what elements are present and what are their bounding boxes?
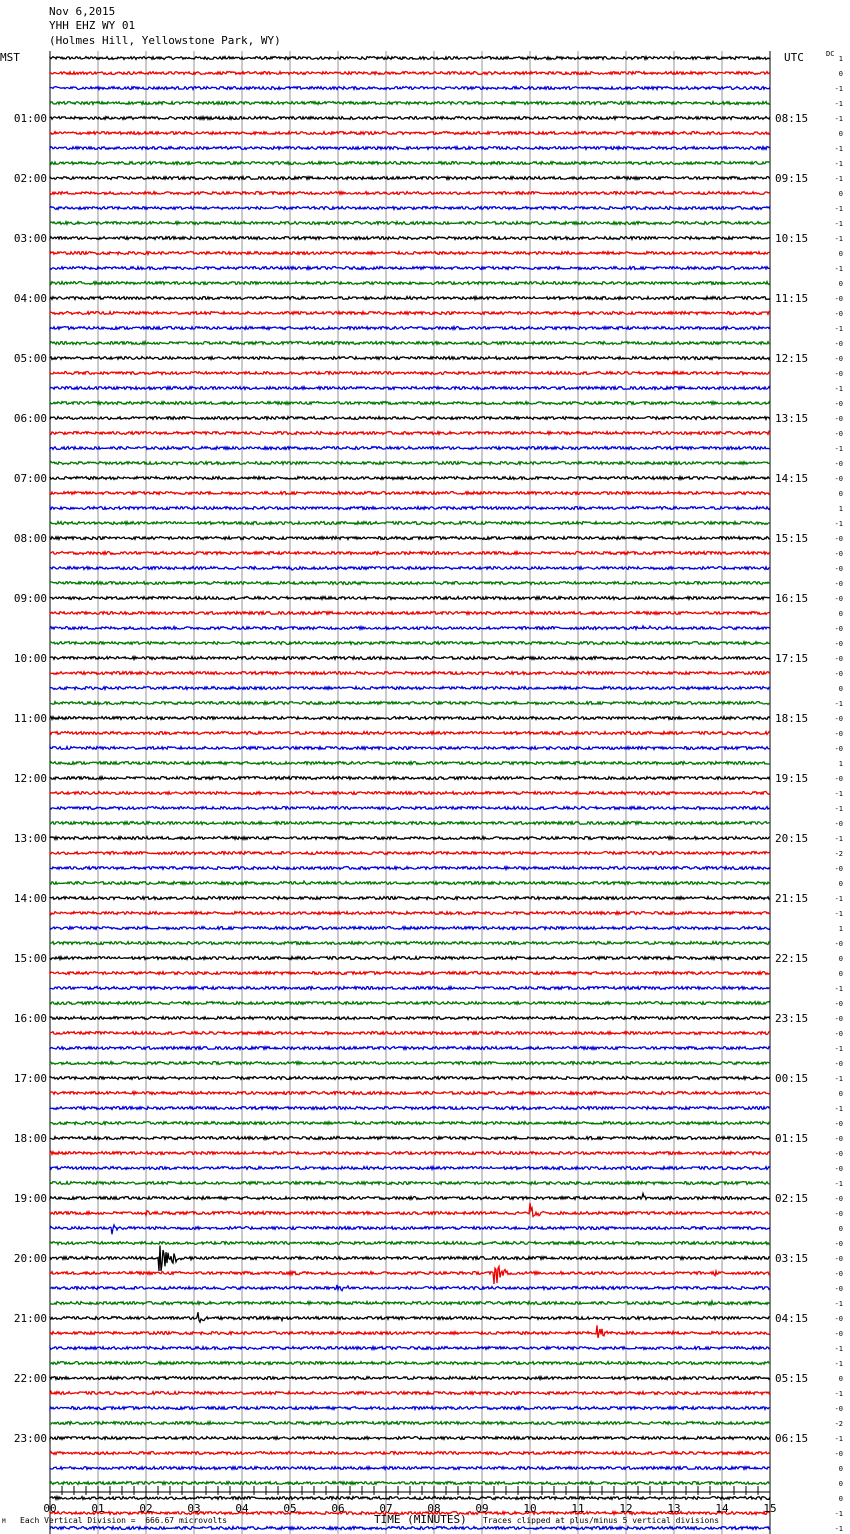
dc-offset-label: -1	[834, 835, 843, 843]
trace-line	[50, 657, 770, 660]
dc-offset-label: -0	[834, 1240, 843, 1248]
x-tick-label: 00	[43, 1502, 57, 1515]
trace-line	[50, 1437, 770, 1440]
trace-line	[50, 972, 770, 975]
trace-line	[50, 1062, 770, 1065]
trace-line	[50, 552, 770, 555]
mst-hour-label: 18:00	[13, 1132, 47, 1145]
x-tick-label: 08	[427, 1502, 441, 1515]
utc-hour-label: 19:15	[775, 772, 809, 785]
mst-hour-label: 04:00	[13, 292, 47, 305]
trace-line	[50, 417, 770, 420]
trace-line	[50, 897, 770, 900]
trace-line	[50, 1092, 770, 1095]
mst-hour-label: 10:00	[13, 652, 47, 665]
trace-line	[50, 732, 770, 735]
utc-hour-label: 00:15	[775, 1072, 809, 1085]
trace-line	[50, 1266, 770, 1284]
plot-date: Nov 6,2015	[49, 5, 116, 18]
dc-offset-label: -0	[834, 295, 843, 303]
trace-line	[50, 132, 770, 135]
dc-offset-label: -1	[834, 235, 843, 243]
dc-offset-label: -0	[834, 940, 843, 948]
dc-offset-label: 0	[838, 955, 843, 963]
trace-line	[50, 1107, 770, 1110]
dc-offset-label: -0	[834, 400, 843, 408]
dc-offset-label: -0	[834, 1150, 843, 1158]
mst-hour-label: 21:00	[13, 1312, 47, 1325]
trace-line	[50, 387, 770, 390]
dc-offset-label: -0	[834, 670, 843, 678]
dc-offset-label: -0	[834, 1405, 843, 1413]
dc-offset-label: 0	[838, 490, 843, 498]
dc-offset-label: -0	[834, 1255, 843, 1263]
dc-offset-label: 0	[838, 1090, 843, 1098]
trace-line	[50, 432, 770, 435]
trace-line	[50, 1242, 770, 1245]
x-tick-label: 15	[763, 1502, 777, 1515]
utc-hour-label: 23:15	[775, 1012, 809, 1025]
x-axis-title: TIME (MINUTES)	[374, 1513, 467, 1526]
mst-hour-label: 12:00	[13, 772, 47, 785]
utc-hour-label: 01:15	[775, 1132, 809, 1145]
x-tick-label: 11	[571, 1502, 585, 1515]
dc-offset-label: -1	[834, 985, 843, 993]
scale-note: Each Vertical Division = 666.67 microvolts	[20, 1516, 228, 1525]
dc-offset-label: -0	[834, 1270, 843, 1278]
trace-line	[50, 87, 770, 90]
utc-hour-label: 11:15	[775, 292, 809, 305]
trace-line	[50, 1077, 770, 1080]
trace-line	[50, 597, 770, 600]
trace-line	[50, 1167, 770, 1170]
trace-line	[50, 672, 770, 675]
utc-hour-label: 09:15	[775, 172, 809, 185]
trace-line	[50, 1325, 770, 1338]
dc-offset-label: -1	[834, 790, 843, 798]
trace-line	[50, 1246, 770, 1272]
trace-line	[50, 837, 770, 840]
trace-line	[50, 162, 770, 165]
dc-offset-label: -0	[834, 1030, 843, 1038]
dc-offset-label: -0	[834, 580, 843, 588]
trace-line	[50, 282, 770, 285]
dc-offset-label: 0	[838, 70, 843, 78]
trace-line	[50, 1392, 770, 1395]
dc-offset-label: -1	[834, 895, 843, 903]
utc-hour-label: 14:15	[775, 472, 809, 485]
x-tick-label: 03	[187, 1502, 201, 1515]
utc-axis-label: UTC	[784, 51, 804, 64]
trace-line	[50, 177, 770, 180]
trace-line	[50, 372, 770, 375]
station-location: (Holmes Hill, Yellowstone Park, WY)	[49, 34, 281, 47]
dc-offset-label: -1	[834, 1345, 843, 1353]
trace-line	[50, 957, 770, 960]
mst-hour-label: 13:00	[13, 832, 47, 845]
mst-hour-label: 14:00	[13, 892, 47, 905]
dc-offset-label: -0	[834, 460, 843, 468]
trace-line	[50, 1122, 770, 1125]
dc-offset-label: 0	[838, 685, 843, 693]
x-tick-label: 10	[523, 1502, 537, 1515]
x-tick-label: 14	[715, 1502, 729, 1515]
dc-offset-label: -1	[834, 115, 843, 123]
trace-line	[50, 1301, 770, 1305]
utc-hour-label: 21:15	[775, 892, 809, 905]
dc-offset-label: -1	[834, 220, 843, 228]
trace-group	[50, 57, 770, 1534]
dc-offset-label: -1	[834, 805, 843, 813]
mst-hour-label: 05:00	[13, 352, 47, 365]
trace-line	[50, 237, 770, 240]
trace-line	[50, 327, 770, 330]
utc-hour-label: 16:15	[775, 592, 809, 605]
mst-hour-label: 22:00	[13, 1372, 47, 1385]
x-tick-label: 13	[667, 1502, 681, 1515]
trace-line	[50, 147, 770, 150]
trace-line	[50, 1194, 770, 1200]
dc-offset-label: -0	[834, 370, 843, 378]
dc-offset-label: -0	[834, 1450, 843, 1458]
trace-line	[50, 207, 770, 210]
trace-line	[50, 252, 770, 255]
dc-offset-label: -0	[834, 340, 843, 348]
dc-offset-label: -0	[834, 595, 843, 603]
dc-offset-label: -0	[834, 640, 843, 648]
trace-line	[50, 912, 770, 915]
utc-hour-label: 17:15	[775, 652, 809, 665]
dc-offset-label: -1	[834, 1390, 843, 1398]
trace-line	[50, 1497, 770, 1500]
dc-offset-label: 1	[838, 760, 843, 768]
trace-line	[50, 792, 770, 795]
utc-hour-label: 13:15	[775, 412, 809, 425]
trace-line	[50, 582, 770, 585]
trace-line	[50, 117, 770, 120]
trace-line	[50, 522, 770, 525]
trace-line	[50, 402, 770, 405]
trace-line	[50, 822, 770, 825]
dc-offset-label: -0	[834, 820, 843, 828]
trace-line	[50, 1137, 770, 1140]
trace-line	[50, 567, 770, 571]
dc-offset-label: -1	[834, 1510, 843, 1518]
dc-offset-label: 0	[838, 970, 843, 978]
dc-offset-label: -0	[834, 550, 843, 558]
dc-offset-label: -1	[834, 1105, 843, 1113]
dc-offset-label: -0	[834, 625, 843, 633]
dc-offset-label: -1	[834, 445, 843, 453]
mst-hour-label: 19:00	[13, 1192, 47, 1205]
mst-hour-label: 20:00	[13, 1252, 47, 1265]
dc-offset-label: -1	[834, 1045, 843, 1053]
dc-offset-label: 1	[838, 55, 843, 63]
utc-hour-label: 08:15	[775, 112, 809, 125]
dc-offset-label: -0	[834, 1060, 843, 1068]
trace-line	[50, 357, 770, 360]
trace-line	[50, 462, 770, 465]
utc-hour-label: 12:15	[775, 352, 809, 365]
dc-offset-label: -0	[834, 535, 843, 543]
trace-line	[50, 1377, 770, 1380]
dc-offset-label: 0	[838, 1225, 843, 1233]
dc-offset-label: -0	[834, 1165, 843, 1173]
trace-line	[50, 57, 770, 60]
trace-line	[50, 777, 770, 780]
mst-hour-label: 15:00	[13, 952, 47, 965]
dc-offset-label: -0	[834, 1015, 843, 1023]
dc-offset-label: -0	[834, 430, 843, 438]
dc-offset-label: -1	[834, 145, 843, 153]
trace-line	[50, 1182, 770, 1185]
dc-offset-label: -1	[834, 1300, 843, 1308]
mst-hour-label: 02:00	[13, 172, 47, 185]
dc-offset-label: -0	[834, 565, 843, 573]
trace-line	[50, 1407, 770, 1410]
mst-hour-label: 11:00	[13, 712, 47, 725]
mst-hour-label: 03:00	[13, 232, 47, 245]
x-tick-label: 07	[379, 1502, 393, 1515]
station-code: YHH EHZ WY 01	[49, 19, 136, 32]
trace-line	[50, 1285, 770, 1291]
dc-offset-label: -0	[834, 1330, 843, 1338]
trace-line	[50, 1152, 770, 1155]
trace-line	[50, 1225, 770, 1234]
x-tick-label: 02	[139, 1502, 153, 1515]
trace-line	[50, 1467, 770, 1470]
dc-offset-label: -0	[834, 775, 843, 783]
dc-offset-label: -0	[834, 745, 843, 753]
trace-line	[50, 987, 770, 990]
dc-offset-label: 0	[838, 1465, 843, 1473]
dc-offset-label: -1	[834, 910, 843, 918]
trace-line	[50, 507, 770, 510]
dc-offset-label: -0	[834, 1195, 843, 1203]
corner-mark: M	[2, 1518, 6, 1525]
clip-note: Traces clipped at plus/minus 5 vertical divisions	[483, 1516, 720, 1525]
trace-line	[50, 1362, 770, 1365]
utc-hour-label: 18:15	[775, 712, 809, 725]
dc-offset-label: -1	[834, 520, 843, 528]
dc-offset-label: 1	[838, 505, 843, 513]
trace-line	[50, 927, 770, 930]
trace-line	[50, 267, 770, 270]
trace-line	[50, 881, 770, 885]
dc-offset-label: -0	[834, 355, 843, 363]
dc-offset-label: -0	[834, 475, 843, 483]
trace-line	[50, 1017, 770, 1020]
trace-line	[50, 447, 770, 450]
utc-hour-label: 04:15	[775, 1312, 809, 1325]
trace-line	[50, 1347, 770, 1350]
dc-offset-label: 0	[838, 1480, 843, 1488]
trace-line	[50, 342, 770, 345]
mst-hour-label: 23:00	[13, 1432, 47, 1445]
dc-offset-label: -1	[834, 265, 843, 273]
trace-line	[50, 626, 770, 630]
utc-hour-label: 02:15	[775, 1192, 809, 1205]
dc-offset-label: -1	[834, 205, 843, 213]
dc-offset-label: 1	[838, 925, 843, 933]
mst-hour-label: 06:00	[13, 412, 47, 425]
dc-offset-label: -0	[834, 1210, 843, 1218]
trace-line	[50, 867, 770, 870]
dc-offset-label: 0	[838, 280, 843, 288]
trace-line	[50, 612, 770, 615]
dc-offset-label: 0	[838, 190, 843, 198]
trace-line	[50, 1203, 770, 1217]
trace-line	[50, 492, 770, 495]
trace-line	[50, 852, 770, 855]
x-tick-label: 06	[331, 1502, 345, 1515]
dc-offset-label: -1	[834, 100, 843, 108]
trace-line	[50, 807, 770, 810]
trace-line	[50, 717, 770, 720]
trace-line	[50, 1527, 770, 1530]
dc-offset-label: -0	[834, 715, 843, 723]
dc-offset-label: -1	[834, 85, 843, 93]
dc-offset-label: 0	[838, 130, 843, 138]
utc-hour-label: 22:15	[775, 952, 809, 965]
x-tick-label: 01	[91, 1502, 105, 1515]
dc-offset-label: -0	[834, 1135, 843, 1143]
utc-hour-label: 10:15	[775, 232, 809, 245]
trace-line	[50, 1002, 770, 1005]
trace-line	[50, 1047, 770, 1050]
dc-offset-label: 0	[838, 1495, 843, 1503]
dc-offset-label: -1	[834, 175, 843, 183]
utc-hour-label: 05:15	[775, 1372, 809, 1385]
dc-offset-label: -1	[834, 1075, 843, 1083]
trace-line	[50, 297, 770, 300]
trace-line	[50, 702, 770, 705]
dc-offset-label: -1	[834, 1180, 843, 1188]
trace-line	[50, 1452, 770, 1455]
dc-column-label: DC	[826, 50, 835, 58]
dc-offset-label: 0	[838, 1375, 843, 1383]
dc-offset-label: -0	[834, 655, 843, 663]
trace-line	[50, 312, 770, 315]
dc-offset-label: -0	[834, 730, 843, 738]
trace-line	[50, 1032, 770, 1035]
dc-offset-label: 0	[838, 610, 843, 618]
x-tick-label: 05	[283, 1502, 297, 1515]
x-tick-label: 09	[475, 1502, 489, 1515]
trace-line	[50, 537, 770, 540]
trace-line	[50, 642, 770, 645]
dc-offset-label: -0	[834, 865, 843, 873]
trace-line	[50, 687, 770, 690]
dc-offset-label: -1	[834, 325, 843, 333]
trace-line	[50, 942, 770, 945]
x-tick-label: 04	[235, 1502, 249, 1515]
dc-offset-label: -0	[834, 1315, 843, 1323]
trace-line	[50, 747, 770, 750]
mst-hour-label: 17:00	[13, 1072, 47, 1085]
dc-offset-label: -0	[834, 415, 843, 423]
trace-line	[50, 192, 770, 195]
dc-offset-label: -0	[834, 1000, 843, 1008]
trace-line	[50, 222, 770, 225]
mst-hour-label: 01:00	[13, 112, 47, 125]
mst-hour-label: 09:00	[13, 592, 47, 605]
dc-offset-label: -1	[834, 1360, 843, 1368]
utc-hour-label: 06:15	[775, 1432, 809, 1445]
dc-offset-label: -2	[834, 850, 843, 858]
mst-axis-label: MST	[0, 51, 20, 64]
dc-offset-label: 0	[838, 250, 843, 258]
trace-line	[50, 1312, 770, 1322]
dc-offset-label: -1	[834, 1435, 843, 1443]
dc-offset-label: -0	[834, 1285, 843, 1293]
trace-line	[50, 1422, 770, 1425]
dc-offset-label: 0	[838, 880, 843, 888]
dc-offset-label: -1	[834, 1525, 843, 1533]
x-tick-label: 12	[619, 1502, 633, 1515]
utc-hour-label: 20:15	[775, 832, 809, 845]
dc-offset-label: -0	[834, 1120, 843, 1128]
trace-line	[50, 102, 770, 105]
mst-hour-label: 08:00	[13, 532, 47, 545]
mst-hour-label: 07:00	[13, 472, 47, 485]
dc-offset-label: -1	[834, 700, 843, 708]
dc-offset-label: -2	[834, 1420, 843, 1428]
trace-line	[50, 1482, 770, 1485]
dc-offset-label: -1	[834, 385, 843, 393]
utc-hour-label: 03:15	[775, 1252, 809, 1265]
mst-hour-label: 16:00	[13, 1012, 47, 1025]
dc-offset-label: -1	[834, 160, 843, 168]
dc-offset-label: -0	[834, 310, 843, 318]
utc-hour-label: 15:15	[775, 532, 809, 545]
trace-line	[50, 72, 770, 75]
trace-line	[50, 477, 770, 480]
trace-line	[50, 762, 770, 765]
